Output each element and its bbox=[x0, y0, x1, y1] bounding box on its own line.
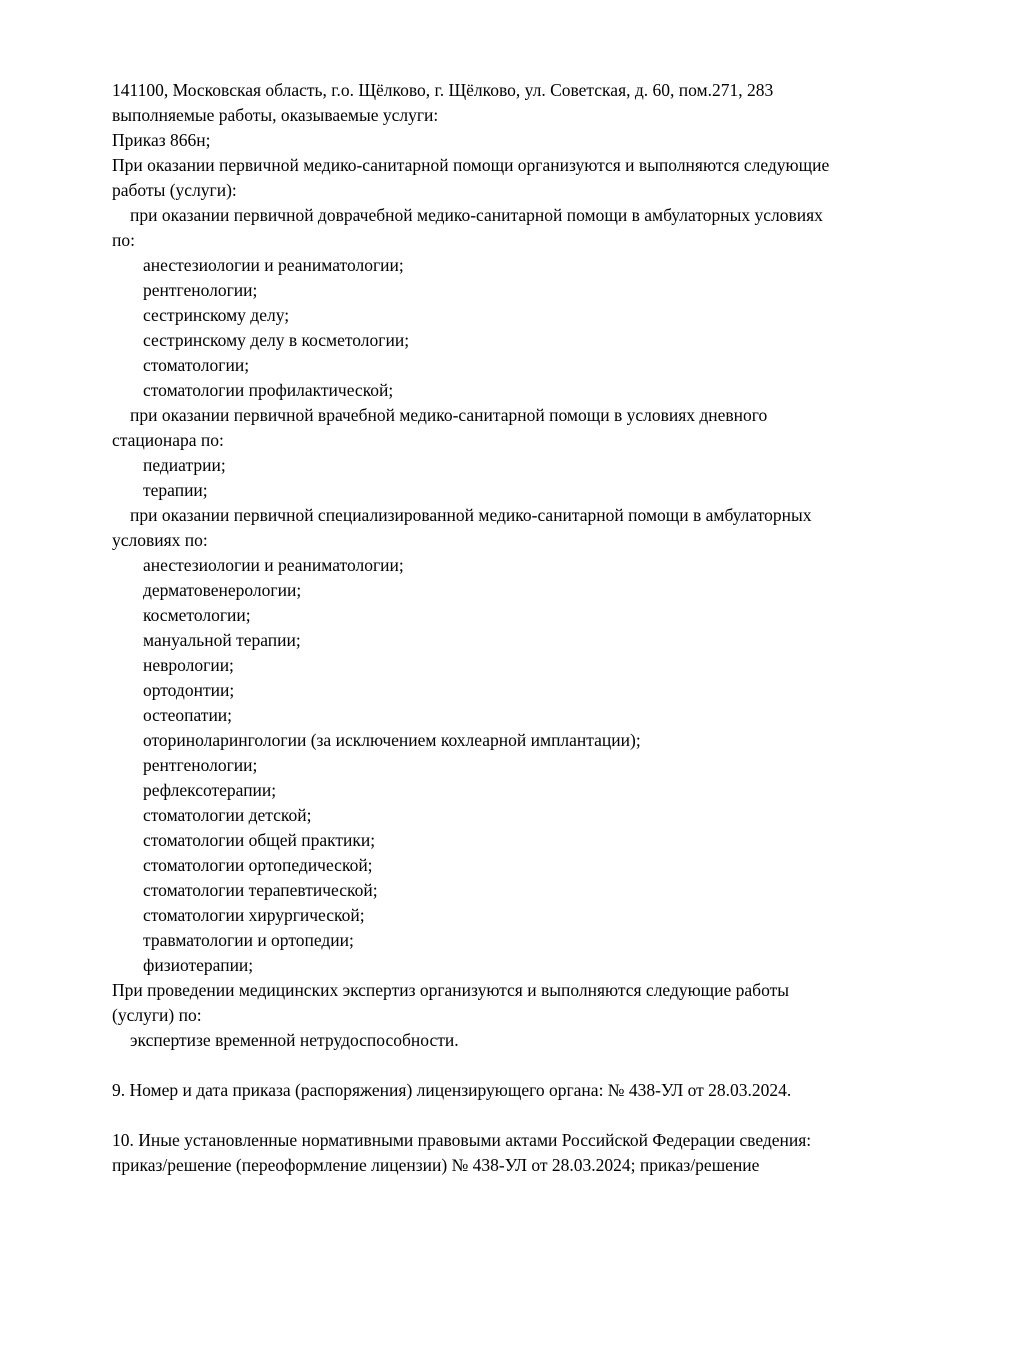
text-line: 9. Номер и дата приказа (распоряжения) лицензирующего органа: № 438-УЛ от 28.03.2024. bbox=[112, 1080, 792, 1100]
text-line: оториноларингологии (за исключением кохлеарной имплантации); bbox=[143, 730, 641, 750]
text-line: рефлексотерапии; bbox=[143, 780, 277, 800]
text-line: приказ/решение (переоформление лицензии) № 438-УЛ от 28.03.2024; приказ/решение bbox=[112, 1155, 760, 1175]
document-text-block bbox=[112, 78, 972, 1178]
text-line: работы (услуги): bbox=[112, 180, 237, 200]
text-line: ортодонтии; bbox=[143, 680, 235, 700]
text-line: стоматологии терапевтической; bbox=[143, 880, 378, 900]
text-line: 141100, Московская область, г.о. Щёлково, г. Щёлково, ул. Советская, д. 60, пом.271, 283 bbox=[112, 80, 774, 100]
text-line: выполняемые работы, оказываемые услуги: bbox=[112, 105, 439, 125]
text-line: при оказании первичной доврачебной медико-санитарной помощи в амбулаторных условиях bbox=[130, 205, 823, 225]
text-line: стоматологии детской; bbox=[143, 805, 312, 825]
text-line: сестринскому делу в косметологии; bbox=[143, 330, 410, 350]
text-line: анестезиологии и реаниматологии; bbox=[143, 255, 404, 275]
text-line: стоматологии общей практики; bbox=[143, 830, 376, 850]
text-line: рентгенологии; bbox=[143, 755, 258, 775]
text-line: физиотерапии; bbox=[143, 955, 254, 975]
text-line: мануальной терапии; bbox=[143, 630, 301, 650]
text-line: стоматологии ортопедической; bbox=[143, 855, 373, 875]
text-line: анестезиологии и реаниматологии; bbox=[143, 555, 404, 575]
text-line: 10. Иные установленные нормативными правовыми актами Российской Федерации сведения: bbox=[112, 1130, 812, 1150]
text-line: неврологии; bbox=[143, 655, 234, 675]
text-line: рентгенологии; bbox=[143, 280, 258, 300]
text-line: травматологии и ортопедии; bbox=[143, 930, 354, 950]
text-line bbox=[112, 1103, 972, 1128]
text-line: экспертизе временной нетрудоспособности. bbox=[130, 1030, 459, 1050]
text-line: терапии; bbox=[143, 480, 208, 500]
text-line: стационара по: bbox=[112, 430, 224, 450]
text-line: сестринскому делу; bbox=[143, 305, 290, 325]
text-line: педиатрии; bbox=[143, 455, 226, 475]
text-line: при оказании первичной врачебной медико-санитарной помощи в условиях дневного bbox=[130, 405, 768, 425]
text-line: Приказ 866н; bbox=[112, 130, 211, 150]
text-line: При оказании первичной медико-санитарной помощи организуются и выполняются следующие bbox=[112, 155, 830, 175]
text-line: по: bbox=[112, 230, 135, 250]
text-line: условиях по: bbox=[112, 530, 208, 550]
text-line: стоматологии профилактической; bbox=[143, 380, 394, 400]
text-line: стоматологии; bbox=[143, 355, 250, 375]
text-line: стоматологии хирургической; bbox=[143, 905, 365, 925]
text-line: (услуги) по: bbox=[112, 1005, 202, 1025]
text-line bbox=[112, 1053, 972, 1078]
text-line: остеопатии; bbox=[143, 705, 233, 725]
text-line: дерматовенерологии; bbox=[143, 580, 302, 600]
text-line: при оказании первичной специализированной медико-санитарной помощи в амбулаторных bbox=[130, 505, 812, 525]
text-line: косметологии; bbox=[143, 605, 251, 625]
text-line: При проведении медицинских экспертиз организуются и выполняются следующие работы bbox=[112, 980, 790, 1000]
